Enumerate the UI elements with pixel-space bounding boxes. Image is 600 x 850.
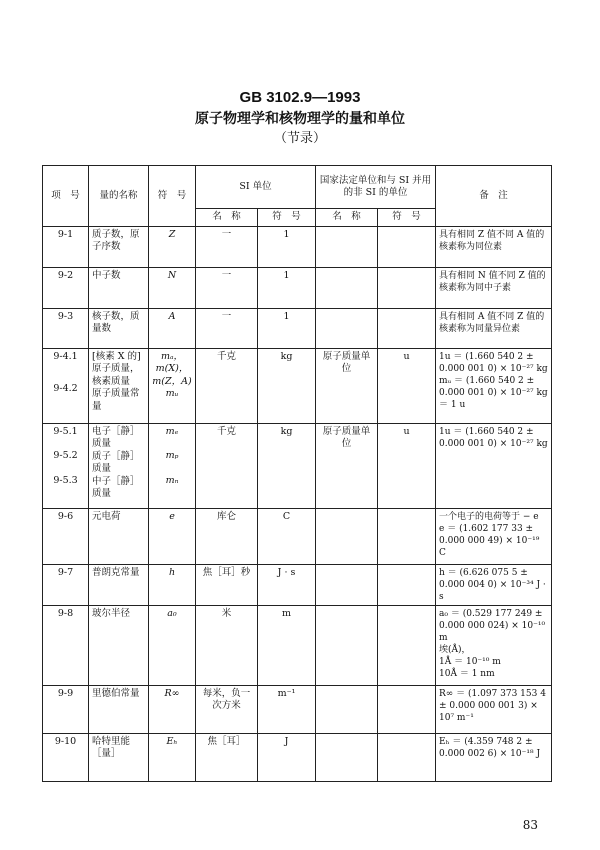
- table-row: [43, 348, 552, 423]
- si-unit-name: 千克: [196, 423, 258, 508]
- remark: 埃(Å)，: [439, 644, 471, 655]
- legal-unit-symbol: [378, 226, 436, 267]
- table-row: [43, 508, 552, 564]
- quantity-name: 质子数，原子序数: [89, 226, 149, 267]
- legal-unit-symbol: u: [378, 348, 436, 423]
- document-title: 原子物理学和核物理学的量和单位: [195, 111, 405, 127]
- legal-unit-name: [316, 508, 378, 564]
- si-unit-symbol: m⁻¹: [258, 685, 316, 733]
- item-number: 9-3: [43, 308, 89, 348]
- header-item: 项 号: [43, 166, 89, 227]
- quantity-name: 原子质量常量: [92, 388, 140, 412]
- table-row: [43, 564, 552, 605]
- quantity-symbol: mₑ: [165, 425, 179, 437]
- table-row: [43, 267, 552, 308]
- remark: R∞ ＝ (1.097 373 153 4 ± 0.000 000 001 3) × 10⁷ m⁻¹: [436, 685, 552, 733]
- si-unit-symbol: kg: [258, 423, 316, 508]
- quantity-symbol: A: [149, 308, 196, 348]
- quantity-symbol-group: [149, 423, 196, 508]
- si-unit-symbol: C: [258, 508, 316, 564]
- quantity-name-group: [89, 348, 149, 423]
- standard-number: GB 3102.9—1993: [239, 89, 361, 106]
- table-row: [43, 605, 552, 685]
- legal-unit-symbol: [378, 733, 436, 781]
- legal-unit-name: 原子质量单位: [316, 348, 378, 423]
- header-legal-unit: 国家法定单位和与 SI 并用的非 SI 的单位: [316, 166, 436, 209]
- quantity-symbol: a₀: [149, 605, 196, 685]
- legal-unit-name: [316, 267, 378, 308]
- document-subtitle: （节录）: [273, 131, 326, 146]
- remark: 1u ＝ (1.660 540 2 ± 0.000 001 0) × 10⁻²⁷ kg: [439, 351, 548, 374]
- item-number: 9-7: [43, 564, 89, 605]
- legal-unit-symbol: [378, 508, 436, 564]
- legal-unit-name: 原子质量单位: [316, 423, 378, 508]
- quantity-symbol: R∞: [149, 685, 196, 733]
- quantity-name: 中子［静］质量: [92, 475, 140, 499]
- quantity-name: 质子［静］质量: [92, 450, 140, 474]
- si-unit-name: 一: [196, 226, 258, 267]
- remark: 具有相同 Z 值不同 A 值的核素称为同位素: [436, 226, 552, 267]
- table-row: [43, 685, 552, 733]
- quantity-name: 中子数: [89, 267, 149, 308]
- remark: 1u ＝ (1.660 540 2 ± 0.000 001 0) × 10⁻²⁷ kg: [436, 423, 552, 508]
- header-legal-symbol: 符 号: [378, 209, 436, 227]
- legal-unit-name: [316, 685, 378, 733]
- header-remarks: 备 注: [436, 166, 552, 227]
- quantity-name: 里德伯常量: [89, 685, 149, 733]
- quantity-symbol: mₐ，m(X)，m(Z，A): [152, 350, 192, 387]
- si-unit-name: 每米，负一次方米: [196, 685, 258, 733]
- legal-unit-symbol: [378, 267, 436, 308]
- remark: e ＝ (1.602 177 33 ± 0.000 000 49) × 10⁻¹⁹ C: [439, 523, 540, 558]
- quantity-name-group: [89, 423, 149, 508]
- legal-unit-symbol: [378, 564, 436, 605]
- remark: Eₕ ＝ (4.359 748 2 ± 0.000 002 6) × 10⁻¹⁸ J: [436, 733, 552, 781]
- table-row: [43, 423, 552, 508]
- legal-unit-symbol: [378, 605, 436, 685]
- item-number: 9-5.1: [53, 425, 78, 437]
- quantity-name: 哈特里能［量］: [89, 733, 149, 781]
- header-row: [43, 166, 552, 209]
- si-unit-name: 焦［耳］秒: [196, 564, 258, 605]
- item-number: 9-2: [43, 267, 89, 308]
- remark: 10Å ＝ 1 nm: [439, 668, 495, 679]
- page-number: 83: [522, 818, 538, 832]
- quantity-symbol-group: [149, 348, 196, 423]
- item-number: 9-10: [43, 733, 89, 781]
- quantity-symbol: Eₕ: [149, 733, 196, 781]
- legal-unit-symbol: [378, 308, 436, 348]
- table-row: [43, 733, 552, 781]
- legal-unit-name: [316, 605, 378, 685]
- quantity-name: 普朗克常量: [89, 564, 149, 605]
- item-number-group: [43, 423, 89, 508]
- quantity-symbol: e: [149, 508, 196, 564]
- si-unit-name: 米: [196, 605, 258, 685]
- header-si-name: 名 称: [196, 209, 258, 227]
- header-quantity-name: 量的名称: [89, 166, 149, 227]
- remark-group: [436, 348, 552, 423]
- quantity-symbol: mₚ: [165, 450, 179, 461]
- quantity-symbol: mᵤ: [165, 388, 179, 399]
- si-unit-name: 一: [196, 308, 258, 348]
- item-number: 9-5.2: [53, 450, 78, 461]
- remark: 具有相同 A 值不同 Z 值的核素称为同量异位素: [436, 308, 552, 348]
- si-unit-name: 千克: [196, 348, 258, 423]
- item-number-group: [43, 348, 89, 423]
- item-number: 9-8: [43, 605, 89, 685]
- remark: 一个电子的电荷等于 − e: [439, 511, 539, 522]
- item-number: 9-4.2: [53, 383, 78, 394]
- quantity-name: 玻尔半径: [89, 605, 149, 685]
- quantity-name: [核素 X 的]原子质量，核素质量: [92, 350, 141, 387]
- si-unit-name: 焦［耳］: [196, 733, 258, 781]
- document-title-block: [0, 88, 600, 148]
- header-si-symbol: 符 号: [258, 209, 316, 227]
- si-unit-symbol: m: [258, 605, 316, 685]
- header-si-unit: SI 单位: [196, 166, 316, 209]
- remark: h ＝ (6.626 075 5 ± 0.000 004 0) × 10⁻³⁴ J · s: [436, 564, 552, 605]
- si-unit-symbol: J · s: [258, 564, 316, 605]
- quantity-symbol: N: [149, 267, 196, 308]
- remark: a₀ ＝ (0.529 177 249 ± 0.000 000 024) × 10⁻¹⁰ m: [439, 608, 546, 643]
- si-unit-symbol: kg: [258, 348, 316, 423]
- quantity-name: 元电荷: [89, 508, 149, 564]
- remark-group: [436, 605, 552, 685]
- legal-unit-name: [316, 226, 378, 267]
- remark: 1Å ＝ 10⁻¹⁰ m: [439, 656, 501, 667]
- quantity-symbol: mₙ: [165, 474, 179, 486]
- table-row: [43, 226, 552, 267]
- quantity-name: 核子数，质量数: [89, 308, 149, 348]
- header-symbol: 符 号: [149, 166, 196, 227]
- item-number: 9-1: [43, 226, 89, 267]
- legal-unit-name: [316, 564, 378, 605]
- si-unit-symbol: 1: [258, 267, 316, 308]
- si-unit-name: 库仑: [196, 508, 258, 564]
- remark-group: [436, 508, 552, 564]
- item-number: 9-6: [43, 508, 89, 564]
- si-unit-symbol: 1: [258, 308, 316, 348]
- si-unit-name: 一: [196, 267, 258, 308]
- quantity-symbol: Z: [149, 226, 196, 267]
- header-legal-name: 名 称: [316, 209, 378, 227]
- quantity-symbol: h: [149, 564, 196, 605]
- quantities-table: [42, 165, 552, 782]
- si-unit-symbol: J: [258, 733, 316, 781]
- item-number: 9-4.1: [53, 350, 78, 362]
- quantity-name: 电子［静］质量: [92, 425, 140, 449]
- item-number: 9-5.3: [53, 474, 78, 486]
- item-number: 9-9: [43, 685, 89, 733]
- legal-unit-name: [316, 308, 378, 348]
- remark: mᵤ ＝ (1.660 540 2 ± 0.000 001 0) × 10⁻²⁷ kg ＝ 1 u: [439, 375, 548, 410]
- legal-unit-symbol: [378, 685, 436, 733]
- si-unit-symbol: 1: [258, 226, 316, 267]
- legal-unit-symbol: u: [378, 423, 436, 508]
- table-row: [43, 308, 552, 348]
- legal-unit-name: [316, 733, 378, 781]
- remark: 具有相同 N 值不同 Z 值的核素称为同中子素: [436, 267, 552, 308]
